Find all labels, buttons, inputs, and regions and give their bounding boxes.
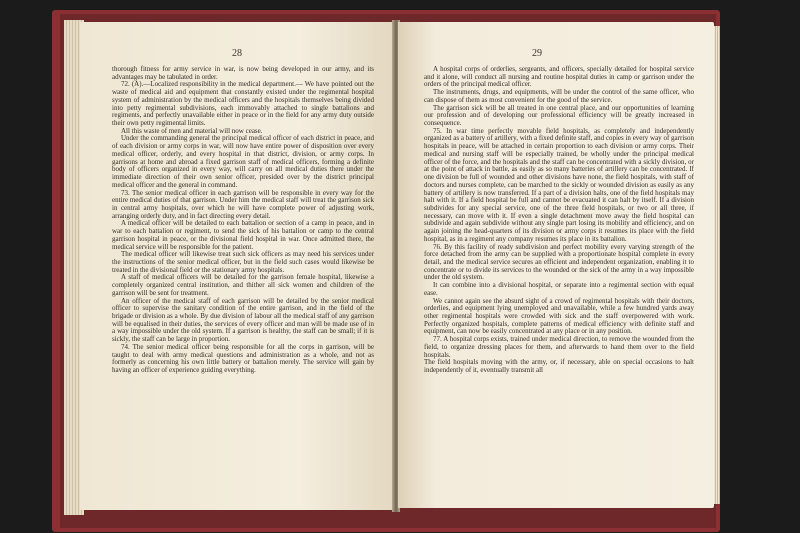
paragraph: The field hospitals moving with the army, or, if necessary, able on special occasions to halt independently of it, eventually transmit all xyxy=(424,358,694,375)
paragraph: 75. In war time perfectly movable field hospitals, as completely and independently organized as a battery of artillery, with a fixed definite staff, and copies in every way of garrison hospitals in peace, will be attached in certain proportion to each division or army corps. Their medical and nursing staff will be especially trained, be wholly under the principal medical officer of the force, and the hospitals and the staff can be concentrated with a sickly division, or at the point of attack in battle, as easily as so many batteries of artillery can be concentrated. If one division be full of wounded and other divisions have none, the field hospitals, with staff of doctors and nurses complete, can be marched to the sickly or wounded division as easily as any battery of artillery is now transferred. If a part of a division halts, one of the field hospitals may halt with it. If a field hospital be full and cannot be evacuated it can halt by itself. If a division subdivides for any special service, one of the three field hospitals, or two or all three, if necessary, can move with it. If even a single detachment move away the field hospital can subdivide and again subdivide without any single part losing its mobility and efficiency, and on again joining the head-quarters of its division or army corps it resumes its place with the field hospital, as in a regiment any company resumes its place in its battalion. xyxy=(424,126,694,243)
page-number: 29 xyxy=(532,48,542,59)
paragraph: 74. The senior medical officer being responsible for all the corps in garrison, will be taught to deal with army medical questions and administration as a whole, and not as formerly as concerning his own little battery or battalion merely. The service will gain by having an officer of experience guiding everything. xyxy=(112,342,374,375)
paragraph: The garrison sick will be all treated in one central place, and our opportunities of learning our profession and of developing our professional efficiency will be greatly increased in consequence. xyxy=(424,103,694,128)
paragraph: We cannot again see the absurd sight of a crowd of regimental hospitals with their doctors, orderlies, and equipment lying unemployed and unavailable, while a few hundred yards away other regimental hospitals were crowded with sick and the staff overpowered with work. Perfectly organized hospitals, complete patterns of medical efficiency with definite staff and equipment, can now be easily concentrated at any place or in any position. xyxy=(424,296,694,336)
page-body-text xyxy=(424,66,694,375)
paragraph: 73. The senior medical officer in each garrison will be responsible in every way for the entire medical duties of that garrison. Under him the medical staff will treat the garrison sick in central army hospitals, over which he will have complete power of adjusting work, arranging orderly duty, and in fact directing every detail. xyxy=(112,188,374,220)
paragraph: An officer of the medical staff of each garrison will be detailed by the senior medical officer to supervise the sanitary condition of the entire garrison, and in the field of the brigade or division as a whole. By due division of labour all the medical staff of any garrison will be equalised in their duties, the services of every officer and man will be made use of in a way impossible under the old system. If a garrison is healthy, the staff can be small; if it is sickly, the staff can be large in proportion. xyxy=(112,296,374,344)
paragraph: A hospital corps of orderlies, sergeants, and officers, specially detailed for hospital service and it alone, will conduct all nursing and routine hospital duties in camp or garrison under the orders of the principal medical officer. xyxy=(424,65,694,89)
page-body-text xyxy=(112,66,374,375)
paragraph: The instruments, drugs, and equipments, will be under the control of the same officer, who can dispose of them as most convenient for the good of the service. xyxy=(424,88,694,104)
paragraph: Under the commanding general the principal medical officer of each district in peace, and of each division or army corps in war, will now have entire power of disposition over every medical officer, orderly, and every hospital in that district, division, or army corps. In garrisons at home and abroad a fixed garrison staff of medical officers, forming a definite body of officers organized in every way, will carry on all medical duties there under the immediate direction of their own senior officer, presided over by the district principal medical officer and the general in command. xyxy=(112,134,374,189)
page-number: 28 xyxy=(232,48,242,59)
paragraph: It can combine into a divisional hospital, or separate into a regimental section with equal ease. xyxy=(424,281,694,297)
left-page xyxy=(80,22,394,510)
paragraph: A staff of medical officers will be detailed for the garrison female hospital, likewise a completely organized central institution, and thither all sick women and children of the garrison will be sent for treatment. xyxy=(112,273,374,297)
paragraph: The medical officer will likewise treat such sick officers as may need his services under the instructions of the senior medical officer, but in the field such cases would likewise be treated in the divisional field or the stationary army hospitals. xyxy=(112,250,374,274)
paragraph: A medical officer will be detailed to each battalion or section of a camp in peace, and in war to each battalion or regiment, to send the sick of his battalion or camp to the central garrison hospital in peace, or the divisional field hospital in war. Once admitted there, the medical service will be responsible for the patient. xyxy=(112,219,374,251)
paragraph: All this waste of men and material will now cease. xyxy=(121,126,263,135)
paragraph: 76. By this facility of ready subdivision and perfect mobility every varying strength of the force detached from the army can be supplied with a proportionate hospital complete in every detail, and the medical service secures an efficient and independent organization, enabling it to concentrate or to divide its services to the wounded or the sick of the army in a way impossible under the old system. xyxy=(424,242,694,282)
paragraph: thorough fitness for army service in war, is now being developed in our army, and its advantages may be tabulated in order. xyxy=(112,65,374,81)
section-paragraph: 72. (A).—Localized responsibility in the medical department.— We have pointed out the waste of medical aid and equipment that constantly existed under the regimental hospital system of administration by the medical officers and the hospitals themselves being divided into petty regimental subdivisions, each immovably attached to single battalions and regiments, and perfectly unavailable either in peace or in the field for any army duty outside their own petty regimental limits. xyxy=(112,80,374,128)
right-page xyxy=(398,22,714,508)
paragraph: 77. A hospital corps exists, trained under medical direction, to remove the wounded from the field, to organize dressing places for them, and afterwards to hand them over to the field hospitals. xyxy=(424,335,694,359)
